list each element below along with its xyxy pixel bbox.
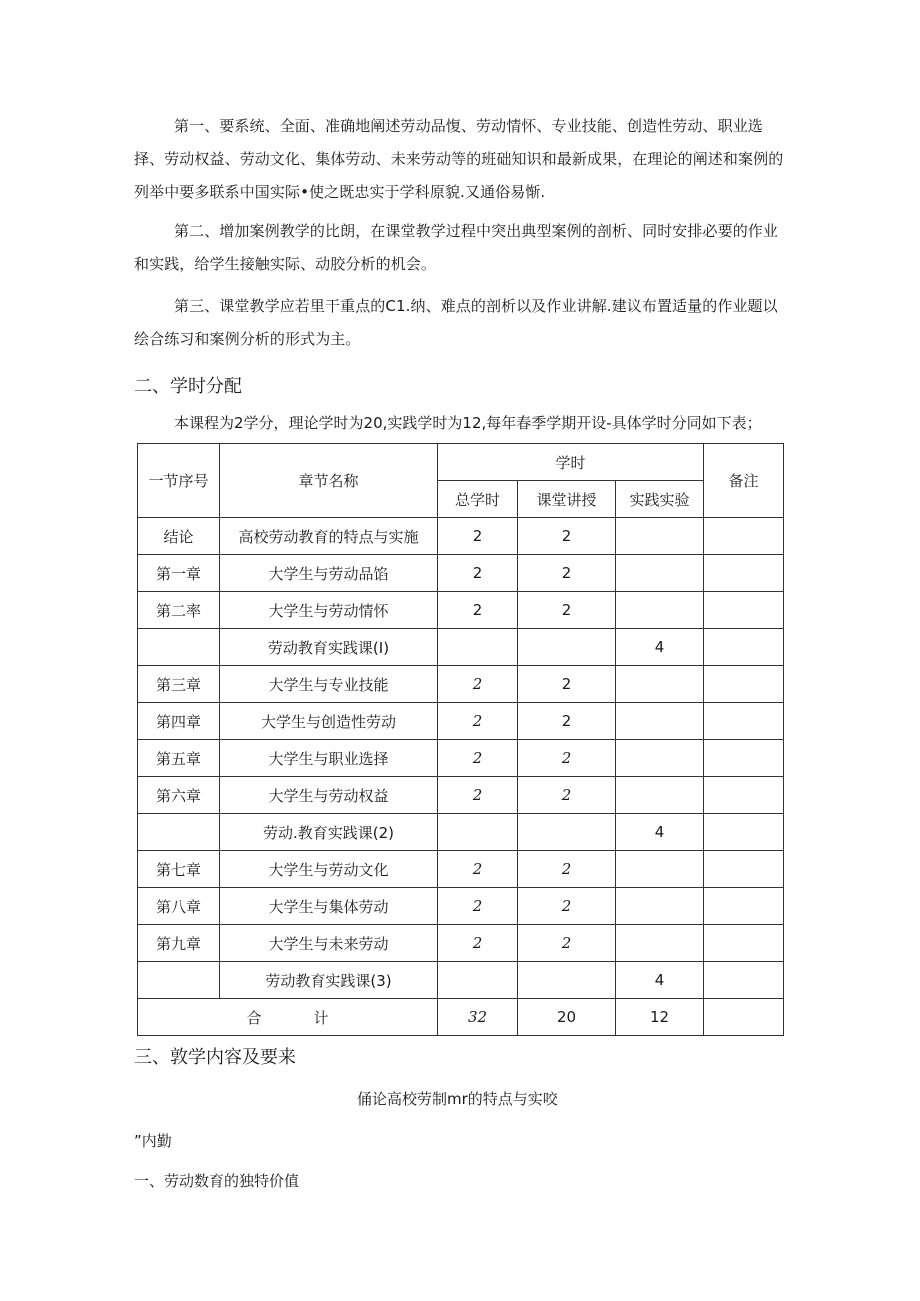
cell-lecture-hours: 2: [518, 925, 616, 962]
table-row: [138, 962, 784, 999]
cell-remark: [704, 777, 784, 814]
paragraph-2: 第二、增加案例教学的比朗，在课堂教学过程中突出典型案例的剖析、同时安排必要的作业和实践，给学生接触实际、动胶分析的机会。: [134, 222, 779, 273]
table-row: [138, 703, 784, 740]
hours-intro-text: 本课程为2学分，理论学时为20,实践学时为12,每年春季学期开设-具体学时分同如下表；: [174, 414, 762, 432]
cell-seq: 第二率: [138, 592, 220, 629]
cell-lecture-hours: 2: [518, 555, 616, 592]
cell-chapter-name: 大学生与未来劳动: [220, 925, 438, 962]
cell-lecture-hours: 2: [518, 777, 616, 814]
cell-total-hours: [438, 814, 518, 851]
cell-total-hours: 2: [438, 703, 518, 740]
cell-sum-total: 32: [438, 999, 518, 1036]
cell-chapter-name: 大学生与劳动品馅: [220, 555, 438, 592]
cell-lecture-hours: 2: [518, 518, 616, 555]
cell-chapter-name: 劳动教育实践课(I): [220, 629, 438, 666]
header-hours: 学时: [438, 444, 704, 481]
cell-remark: [704, 666, 784, 703]
cell-practice-hours: [616, 703, 704, 740]
table-row: [138, 666, 784, 703]
cell-lecture-hours: 2: [518, 666, 616, 703]
header-total: 总学时: [438, 481, 518, 518]
cell-chapter-name: 大学生与创造性劳动: [220, 703, 438, 740]
cell-seq: 第七章: [138, 851, 220, 888]
content-note: ”内勤: [134, 1132, 172, 1150]
cell-remark: [704, 888, 784, 925]
hours-table: [137, 443, 784, 1036]
table-row: [138, 518, 784, 555]
cell-practice-hours: 4: [616, 962, 704, 999]
cell-chapter-name: 大学生与集体劳动: [220, 888, 438, 925]
cell-total-hours: 2: [438, 888, 518, 925]
cell-total-label: 合计: [138, 999, 438, 1036]
cell-total-hours: 2: [438, 518, 518, 555]
cell-remark: [704, 592, 784, 629]
cell-remark: [704, 740, 784, 777]
cell-chapter-name: 大学生与劳动文化: [220, 851, 438, 888]
cell-practice-hours: [616, 666, 704, 703]
cell-sum-remark: [704, 999, 784, 1036]
paragraph-1: 第一、要系统、全面、准确地阐述劳动品愎、劳动情怀、专业技能、创造性劳动、职业选择、劳动权益、劳动文化、集体劳动、未来劳动等的班础知识和最新成果，在理论的阐述和案例的列举中要多联系中国实际•使之既忠实于学科原貌.又通俗易惭.: [134, 117, 784, 201]
table-row: [138, 740, 784, 777]
cell-lecture-hours: 2: [518, 703, 616, 740]
chapter-subtitle: 俑论高校劳制mr的特点与实咬: [357, 1090, 558, 1108]
cell-lecture-hours: 2: [518, 740, 616, 777]
cell-practice-hours: [616, 925, 704, 962]
cell-remark: [704, 814, 784, 851]
cell-seq: 第三章: [138, 666, 220, 703]
cell-remark: [704, 962, 784, 999]
header-lecture: 课堂讲授: [518, 481, 616, 518]
cell-remark: [704, 518, 784, 555]
paragraph-3: 第三、课堂教学应若里干重点的C1.纳、难点的剖析以及作业讲解.建议布置适量的作业题以绘合练习和案例分析的形式为主。: [134, 297, 778, 348]
table-row: [138, 592, 784, 629]
cell-total-hours: 2: [438, 740, 518, 777]
cell-seq: [138, 814, 220, 851]
cell-seq: 第八章: [138, 888, 220, 925]
cell-practice-hours: [616, 851, 704, 888]
cell-chapter-name: 大学生与劳动情怀: [220, 592, 438, 629]
cell-remark: [704, 703, 784, 740]
cell-total-hours: 2: [438, 851, 518, 888]
cell-total-hours: 2: [438, 592, 518, 629]
table-row: [138, 777, 784, 814]
cell-total-hours: 2: [438, 925, 518, 962]
table-row: [138, 629, 784, 666]
cell-practice-hours: [616, 592, 704, 629]
cell-remark: [704, 925, 784, 962]
cell-chapter-name: 大学生与职业选择: [220, 740, 438, 777]
cell-remark: [704, 629, 784, 666]
table-row: [138, 888, 784, 925]
table-row: [138, 555, 784, 592]
table-row: [138, 925, 784, 962]
header-seq: 一节序号: [138, 444, 220, 518]
table-row: [138, 814, 784, 851]
table-row: [138, 851, 784, 888]
cell-total-hours: 2: [438, 555, 518, 592]
cell-chapter-name: 劳动.教育实践课(2): [220, 814, 438, 851]
cell-lecture-hours: [518, 629, 616, 666]
cell-lecture-hours: [518, 962, 616, 999]
header-practice: 实践实验: [616, 481, 704, 518]
cell-chapter-name: 大学生与劳动权益: [220, 777, 438, 814]
cell-sum-practice: 12: [616, 999, 704, 1036]
cell-practice-hours: 4: [616, 629, 704, 666]
cell-seq: 结论: [138, 518, 220, 555]
cell-chapter-name: 高校劳动教育的特点与实施: [220, 518, 438, 555]
cell-remark: [704, 851, 784, 888]
cell-total-hours: 2: [438, 777, 518, 814]
cell-practice-hours: [616, 888, 704, 925]
cell-seq: 第五章: [138, 740, 220, 777]
cell-practice-hours: [616, 740, 704, 777]
section-heading-hours: 二、学时分配: [134, 376, 242, 397]
header-name: 章节名称: [220, 444, 438, 518]
cell-total-hours: [438, 629, 518, 666]
cell-lecture-hours: 2: [518, 888, 616, 925]
cell-practice-hours: [616, 777, 704, 814]
cell-seq: 第一章: [138, 555, 220, 592]
table-total-row: [138, 999, 784, 1036]
cell-practice-hours: 4: [616, 814, 704, 851]
cell-lecture-hours: [518, 814, 616, 851]
cell-chapter-name: 劳动教育实践课(3): [220, 962, 438, 999]
cell-seq: 第九章: [138, 925, 220, 962]
cell-remark: [704, 555, 784, 592]
cell-seq: 第六章: [138, 777, 220, 814]
table-header-row: [138, 444, 784, 481]
cell-practice-hours: [616, 518, 704, 555]
cell-total-hours: 2: [438, 666, 518, 703]
cell-practice-hours: [616, 555, 704, 592]
cell-total-hours: [438, 962, 518, 999]
cell-chapter-name: 大学生与专业技能: [220, 666, 438, 703]
section-heading-content: 三、敦学内容及要来: [134, 1047, 296, 1068]
cell-seq: [138, 629, 220, 666]
cell-seq: [138, 962, 220, 999]
cell-lecture-hours: 2: [518, 592, 616, 629]
header-remark: 备注: [704, 444, 784, 518]
subsection-heading: 一、劳动数育的独特价值: [134, 1172, 300, 1190]
cell-lecture-hours: 2: [518, 851, 616, 888]
cell-seq: 第四章: [138, 703, 220, 740]
cell-sum-lecture: 20: [518, 999, 616, 1036]
